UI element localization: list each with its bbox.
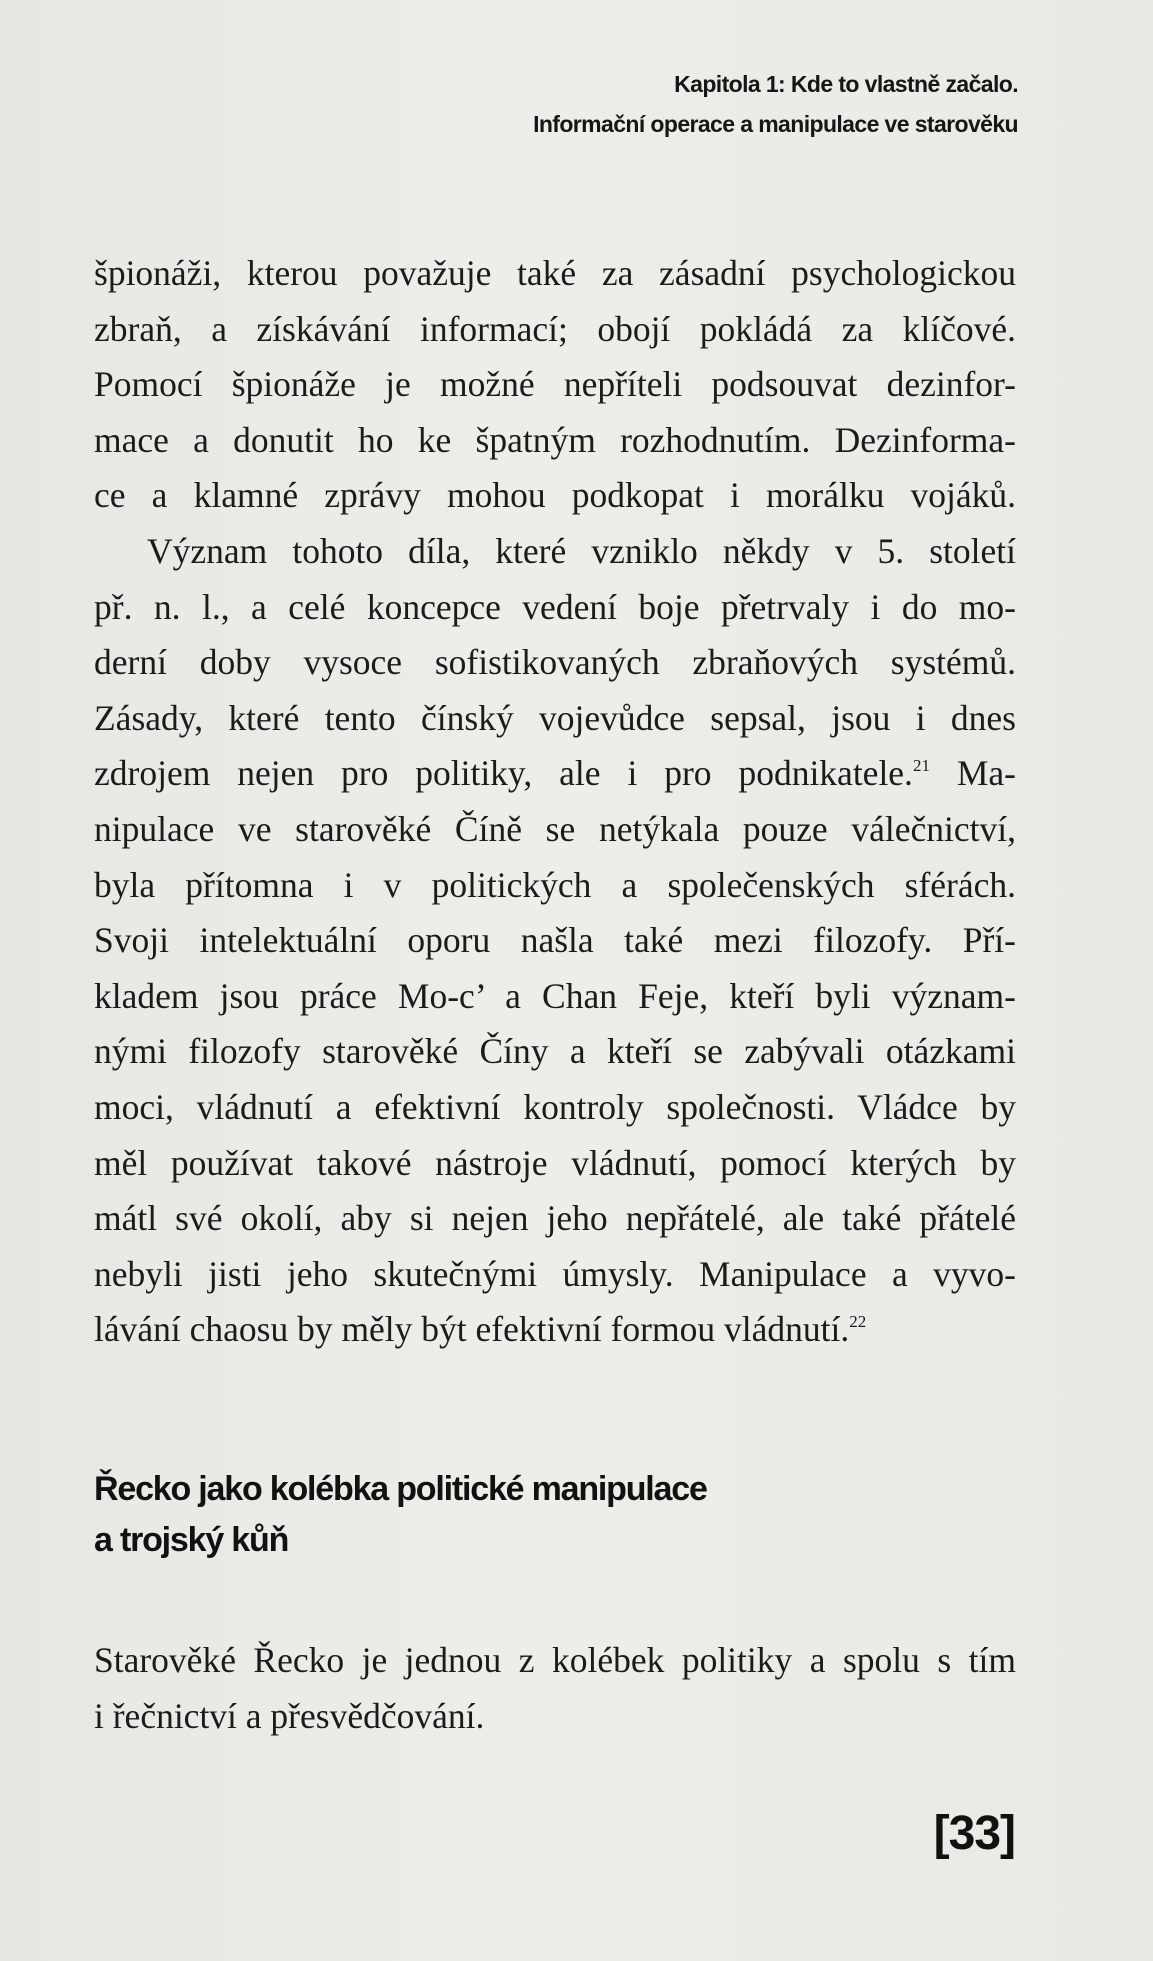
footnote-marker: 22 bbox=[849, 1312, 867, 1332]
running-head-chapter: Kapitola 1: Kde to vlastně začalo. bbox=[674, 71, 1018, 97]
text-line: měl používat takové nástroje vládnutí, pomocí kterých by bbox=[94, 1142, 1016, 1183]
text-line: zdrojem nejen pro politiky, ale i pro podnikatele.$^{21}$ Ma- bbox=[94, 753, 1016, 794]
page-number-close-bracket: ] bbox=[1000, 1807, 1015, 1860]
text-line: nebyli jisti jeho skutečnými úmysly. Manipulace a vyvo- bbox=[94, 1253, 1016, 1294]
page-number bbox=[934, 1804, 1015, 1864]
running-head-subtitle: Informační operace a manipulace ve starověku bbox=[533, 111, 1018, 137]
text-line: moci, vládnutí a efektivní kontroly společnosti. Vládce by bbox=[94, 1086, 1016, 1127]
text-line: ce a klamné zprávy mohou podkopat i morálku vojáků. bbox=[94, 475, 1016, 516]
section-body bbox=[94, 1633, 1016, 1744]
text-line: Svoji intelektuální oporu našla také mezi filozofy. Pří- bbox=[94, 920, 1016, 961]
text-line: Zásady, které tento čínský vojevůdce sepsal, jsou i dnes bbox=[94, 697, 1016, 738]
page-number-value: 33 bbox=[948, 1807, 1001, 1860]
text-line: nipulace ve starověké Číně se netýkala pouze válečnictví, bbox=[94, 808, 1016, 849]
text-line-paragraph-end: lávání chaosu by měly být efektivní formou vládnutí.$^{22}$ bbox=[94, 1309, 867, 1350]
footnote-marker: 21 bbox=[912, 756, 930, 776]
text-line: byla přítomna i v politických a společenských sférách. bbox=[94, 864, 1016, 905]
text-line-paragraph-end: i řečnictví a přesvědčování. bbox=[94, 1695, 485, 1736]
section-heading-line: Řecko jako kolébka politické manipulace bbox=[94, 1470, 707, 1508]
text-line: kladem jsou práce Mo-c’ a Chan Feje, kteří byli význam- bbox=[94, 975, 1016, 1016]
text-line: derní doby vysoce sofistikovaných zbraňových systémů. bbox=[94, 642, 1016, 683]
text-line: mátl své okolí, aby si nejen jeho nepřátelé, ale také přátelé bbox=[94, 1198, 1016, 1239]
text-line-paragraph-start: Význam tohoto díla, které vzniklo někdy v 5. století bbox=[147, 530, 1016, 571]
text-line: Pomocí špionáže je možné nepříteli podsouvat dezinfor- bbox=[94, 364, 1016, 405]
text-line: nými filozofy starověké Číny a kteří se zabývali otázkami bbox=[94, 1031, 1016, 1072]
section-heading bbox=[94, 1464, 707, 1566]
text-line: mace a donutit ho ke špatným rozhodnutím. Dezinforma- bbox=[94, 419, 1016, 460]
body-text bbox=[94, 246, 1016, 1358]
running-head bbox=[533, 64, 1018, 144]
text-line: př. n. l., a celé koncepce vedení boje přetrvaly i do mo- bbox=[94, 586, 1016, 627]
text-line: zbraň, a získávání informací; obojí pokládá za klíčové. bbox=[94, 308, 1016, 349]
page-number-open-bracket: [ bbox=[933, 1807, 949, 1860]
section-heading-line: a trojský kůň bbox=[94, 1521, 289, 1559]
text-line: Starověké Řecko je jednou z kolébek politiky a spolu s tím bbox=[94, 1640, 1016, 1680]
text-line: špionáži, kterou považuje také za zásadní psychologickou bbox=[94, 253, 1016, 293]
